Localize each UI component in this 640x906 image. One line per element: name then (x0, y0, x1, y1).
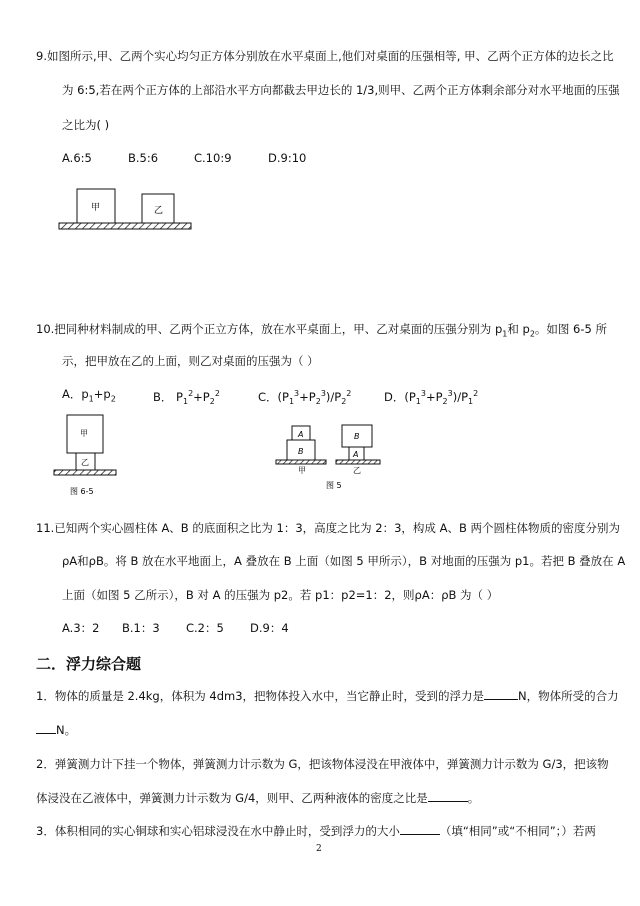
fig5-yi-ground (336, 460, 380, 464)
figure-6-5 (50, 412, 125, 500)
q9-label-jia: 甲 (91, 203, 101, 213)
q11-option-a: A.3：2 (62, 621, 100, 635)
q10-line1: 10.把同种材料制成的甲、乙两个正立方体，放在水平桌面上，甲、乙对桌面的压强分别为 $p_1$和 $p_2$。如图 6-5 所 (36, 322, 607, 339)
fig5-yi-label-b: B (354, 432, 360, 441)
fig5-jia-label-b: B (298, 447, 304, 456)
q9-option-c: C.10:9 (194, 151, 232, 165)
f3-blank (400, 824, 440, 835)
fig5-jia-ground (276, 460, 326, 464)
q9-option-a: A.6:5 (62, 151, 92, 165)
f1-blank-1 (484, 689, 518, 700)
fig5-yi-label: 乙 (353, 466, 361, 475)
q9-label-yi: 乙 (154, 206, 164, 216)
q10-option-c: C．$(P_1^3+P_2^3)/P_2^2$ (258, 389, 352, 407)
f1-blank-2 (36, 723, 56, 734)
q9-line2: 为 6:5,若在两个正方体的上部沿水平方向都截去甲边长的 1/3,则甲、乙两个正方体剩余部分对水平地面的压强 (62, 83, 620, 97)
q11-line2: ρA和ρB。将 B 放在水平地面上，A 叠放在 B 上面（如图 5 甲所示），B 对地面的压强为 p1。若把 B 叠放在 A (62, 554, 626, 568)
q9-ground (59, 223, 191, 229)
q9-option-d: D.9:10 (268, 151, 307, 165)
fig65-ground (54, 470, 116, 475)
q10-option-b: B． $P_1^2+P_2^2$ (153, 389, 220, 407)
q10-option-a: A．$p_1+p_2$ (62, 387, 116, 404)
figure-5 (270, 420, 395, 492)
q10-option-d: D．$(P_1^3+P_2^3)/P_1^2$ (384, 389, 479, 407)
q9-line1: 9.如图所示,甲、乙两个实心均匀正方体分别放在水平桌面上,他们对桌面的压强相等, 甲、乙两个正方体的边长之比 (36, 49, 614, 63)
f2-line1: 2．弹簧测力计下挂一个物体，弹簧测力计示数为 G，把该物体浸没在甲液体中，弹簧测力计示数为 G/3，把该物 (36, 757, 609, 771)
fig65-label-yi: 乙 (81, 458, 89, 467)
page-number: 2 (316, 844, 322, 854)
q11-line3: 上面（如图 5 乙所示），B 对 A 的压强为 p2。若 p1：p2=1：2，则ρA：ρB 为（ ） (62, 588, 499, 602)
fig5-jia-label: 甲 (298, 466, 306, 475)
fig5-jia-label-a: A (298, 430, 304, 439)
fig5-yi-label-a: A (353, 450, 359, 459)
q11-option-c: C.2：5 (186, 621, 224, 635)
fig5-caption: 图 5 (326, 481, 342, 490)
f1-line1: 1．物体的质量是 2.4kg，体积为 4dm3，把物体投入水中，当它静止时，受到的浮力是 N，物体所受的合力 (36, 689, 619, 703)
f2-blank (428, 791, 468, 802)
fig65-caption: 图 6-5 (70, 487, 94, 496)
q9-option-b: B.5:6 (128, 151, 159, 165)
section-title: 二．浮力综合题 (36, 655, 142, 673)
q9-figure (55, 185, 195, 235)
q10-line2: 示，把甲放在乙的上面，则乙对桌面的压强为（ ） (62, 354, 319, 368)
q11-option-b: B.1：3 (122, 621, 160, 635)
q9-line3: 之比为( ) (62, 118, 110, 132)
q11-line1: 11.已知两个实心圆柱体 A、B 的底面积之比为 1：3，高度之比为 2：3，构成 A、B 两个圆柱体物质的密度分别为 (36, 521, 620, 535)
f3-line1: 3．体积相同的实心铜球和实心铝球浸没在水中静止时，受到浮力的大小 （填“相同”或“不相同”；）若两 (36, 824, 596, 838)
f1-line2: N。 (36, 722, 76, 738)
q11-option-d: D.9：4 (250, 621, 289, 635)
f2-line2: 体浸没在乙液体中，弹簧测力计示数为 G/4，则甲、乙两种液体的密度之比是 。 (36, 791, 480, 805)
fig65-label-jia: 甲 (80, 429, 88, 438)
